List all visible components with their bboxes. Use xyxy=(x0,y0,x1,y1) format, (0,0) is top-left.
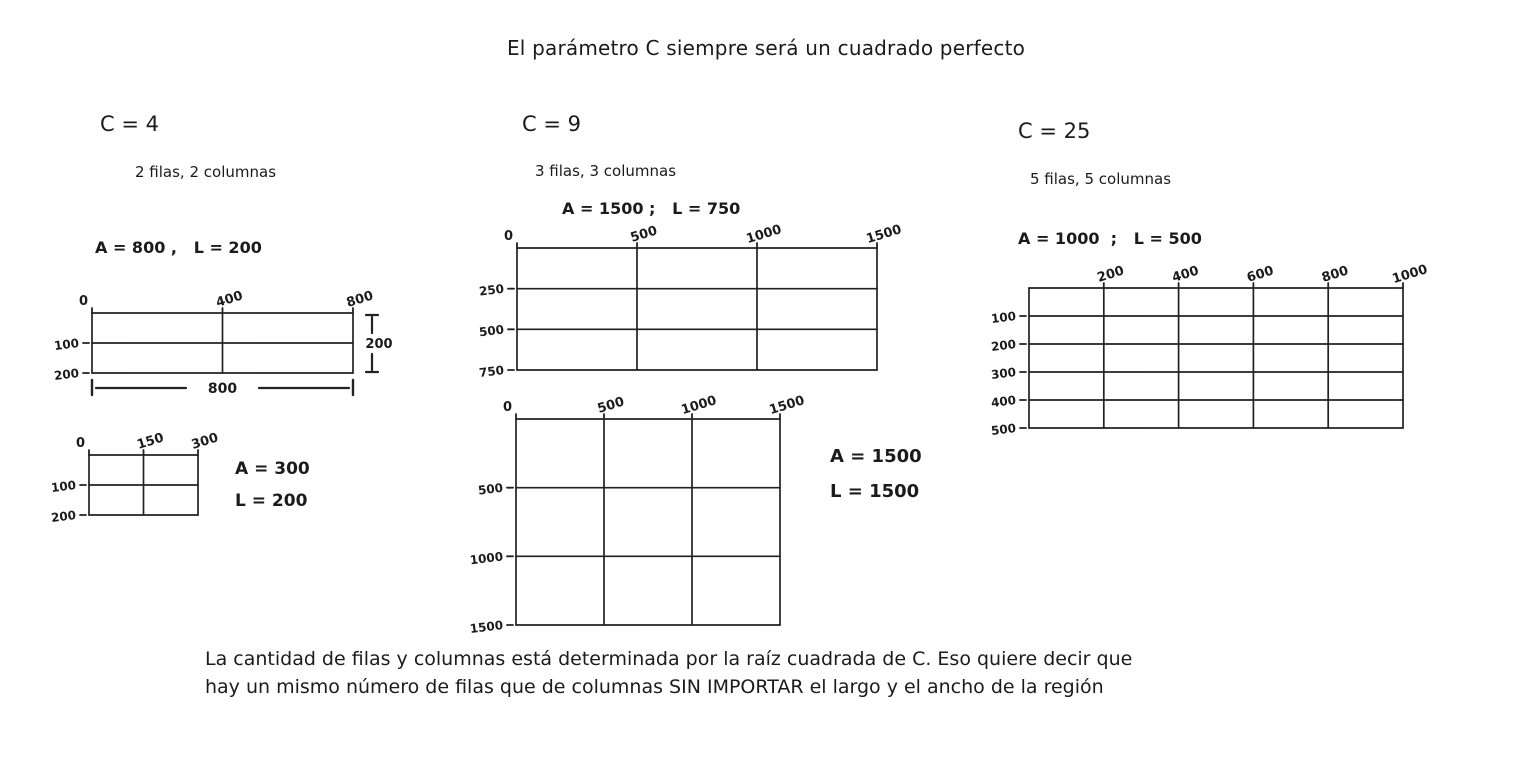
y-tick-label: 100 xyxy=(50,478,77,496)
grid-c4-main xyxy=(53,289,392,397)
grid-c4-small xyxy=(50,431,310,525)
footer-line-1: La cantidad de filas y columnas está determinada por la raíz cuadrada de C. Eso quiere decir que xyxy=(205,648,1133,670)
grid-c4-main-caption: A = 800 , L = 200 xyxy=(95,238,262,257)
panel-c25-heading: C = 25 xyxy=(1018,119,1091,143)
x-tick-label: 150 xyxy=(135,430,166,453)
y-tick-label: 500 xyxy=(990,421,1017,439)
y-tick-label: 200 xyxy=(990,337,1017,355)
x-tick-label: 400 xyxy=(1170,263,1201,286)
y-tick-label: 100 xyxy=(990,309,1017,327)
y-tick-label: 1000 xyxy=(468,549,504,568)
x-tick-label: 1500 xyxy=(864,222,904,248)
x-tick-label: 600 xyxy=(1245,263,1276,286)
grid-side-label: L = 1500 xyxy=(830,481,920,502)
grid-side-label: L = 200 xyxy=(235,491,308,511)
grid-c9-main xyxy=(478,222,903,380)
x-tick-label: 300 xyxy=(189,430,221,453)
x-tick-label: 1500 xyxy=(767,393,807,419)
y-tick-label: 200 xyxy=(53,366,80,384)
panel-c9-subheading: 3 filas, 3 columnas xyxy=(535,162,677,180)
panel-c9-heading: C = 9 xyxy=(522,112,581,136)
grid-c25-main xyxy=(990,262,1429,438)
x-tick-label: 0 xyxy=(503,229,513,244)
footer-line-2: hay un mismo número de filas que de columnas SIN IMPORTAR el largo y el ancho de la región xyxy=(205,676,1104,698)
x-tick-label: 200 xyxy=(1095,263,1126,286)
y-tick-label: 750 xyxy=(478,363,505,381)
y-tick-label: 500 xyxy=(478,322,505,340)
panel-c4-heading: C = 4 xyxy=(100,112,159,136)
dimension-label: 800 xyxy=(207,381,238,397)
dimension-label: 200 xyxy=(365,337,393,352)
grid-c9-main-caption: A = 1500 ; L = 750 xyxy=(562,199,741,218)
panel-c4-subheading: 2 filas, 2 columnas xyxy=(135,163,277,181)
x-tick-label: 0 xyxy=(75,436,85,451)
x-tick-label: 500 xyxy=(595,394,627,417)
footer-note xyxy=(205,645,1132,701)
x-tick-label: 1000 xyxy=(679,393,719,419)
x-tick-label: 0 xyxy=(502,400,512,415)
x-tick-label: 1000 xyxy=(1390,262,1430,288)
x-tick-label: 0 xyxy=(78,294,88,309)
y-tick-label: 500 xyxy=(477,480,504,498)
panel-c25-subheading: 5 filas, 5 columnas xyxy=(1030,170,1172,188)
grid-c25-main-caption: A = 1000 ; L = 500 xyxy=(1018,229,1202,248)
y-tick-label: 200 xyxy=(50,508,77,526)
x-tick-label: 800 xyxy=(1320,263,1351,286)
y-tick-label: 100 xyxy=(53,336,80,354)
grid-side-label: A = 1500 xyxy=(830,446,922,467)
x-tick-label: 400 xyxy=(214,288,245,311)
grid-side-label: A = 300 xyxy=(235,459,310,479)
x-tick-label: 500 xyxy=(628,223,660,246)
y-tick-label: 400 xyxy=(990,393,1017,411)
y-tick-label: 250 xyxy=(478,281,505,299)
x-tick-label: 1000 xyxy=(744,222,784,248)
x-tick-label: 800 xyxy=(344,288,376,311)
y-tick-label: 300 xyxy=(990,365,1017,383)
page-title: El parámetro C siempre será un cuadrado perfecto xyxy=(506,36,1026,60)
grid-c9-square xyxy=(469,393,922,636)
y-tick-label: 1500 xyxy=(468,618,504,637)
